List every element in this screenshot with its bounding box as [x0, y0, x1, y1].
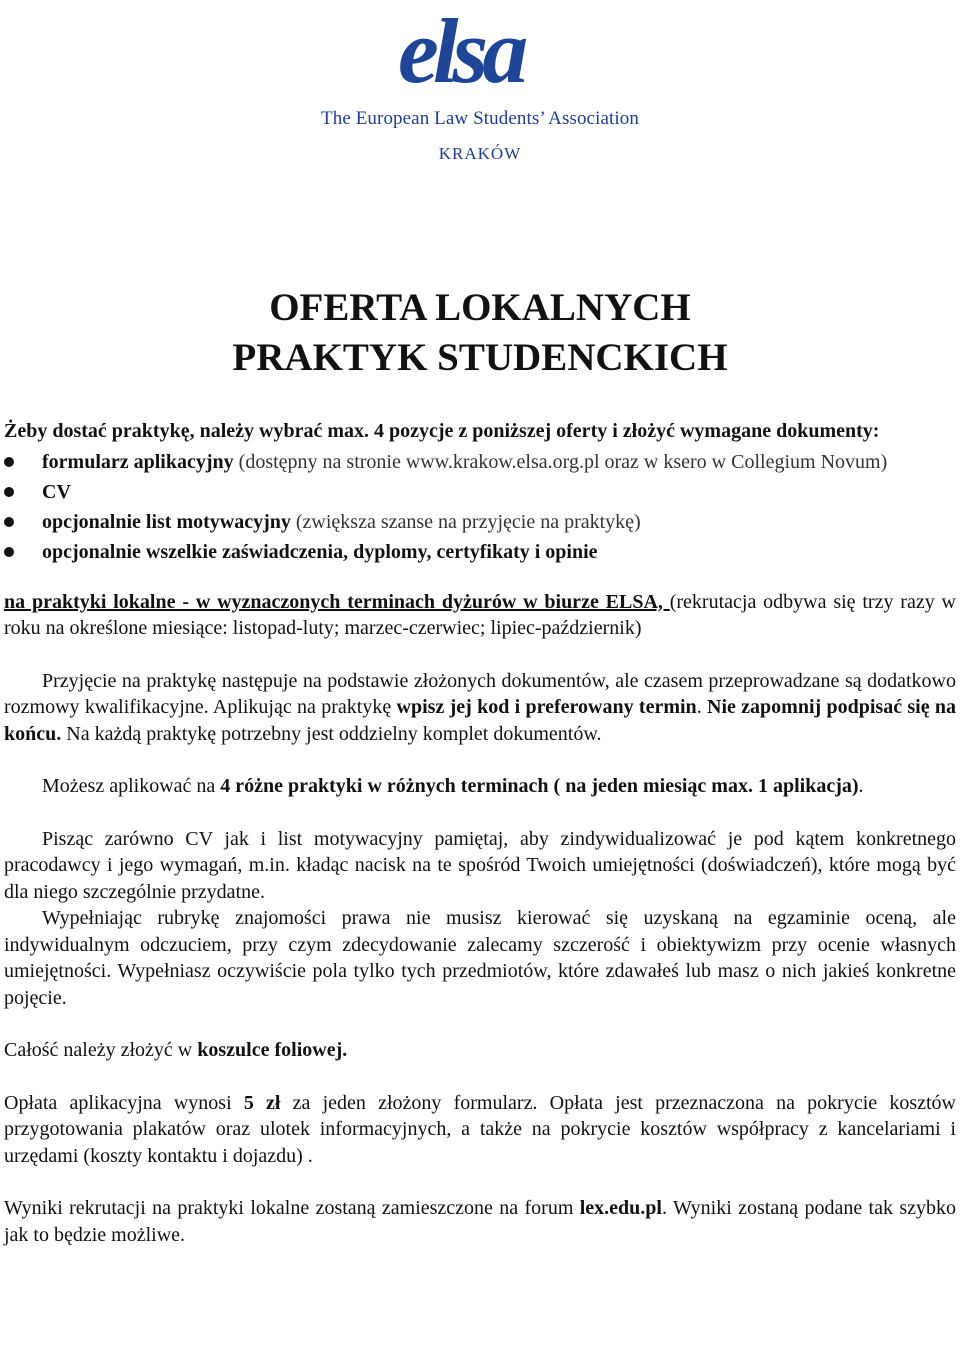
requirement-name: CV [42, 480, 71, 503]
fee-text: za jeden złożony formularz. Opłata jest przeznaczona na pokrycie kosztów przygotowania plakatów oraz ulotek informacyjnych, a także na pokrycie kosztów współpracy z kancelariami i urzędami (koszty kontaktu i dojazdu) . [4, 1091, 956, 1167]
folder-paragraph [4, 1037, 956, 1064]
acceptance-text: . [696, 696, 707, 718]
limit-text: . [858, 775, 864, 797]
folder-text: Całość należy złożyć w [4, 1039, 198, 1061]
cv-tip-paragraph: Pisząc zarówno CV jak i list motywacyjny pamiętaj, aby zindywidualizować je pod kątem konkretnego pracodawcy i jego wymagań, m.in. kładąc nacisk na te spośród Twoich umiejętności (doświadczeń), które mogą być dla niego szczególnie przydatne. [4, 827, 956, 903]
association-name: The European Law Students’ Association [321, 108, 639, 129]
code-and-term-note: wpisz jej kod i preferowany termin [396, 696, 697, 718]
signature-reminder: Nie zapomnij podpisać się na końcu. [4, 696, 957, 745]
folder-requirement: koszulce foliowej. [197, 1039, 348, 1061]
requirements-list [4, 447, 956, 567]
list-item [4, 537, 956, 567]
acceptance-paragraph [4, 668, 956, 748]
requirement-note: (dostępny na stronie www.krakow.elsa.org.pl oraz w ksero w Collegium Novum) [233, 450, 888, 473]
fee-paragraph [4, 1090, 956, 1170]
acceptance-text: Przyjęcie na praktykę następuje na podstawie złożonych dokumentów, ale czasem przeprowadzane są dodatkowo rozmowy kwalifikacyjne. Aplikując na praktykę [4, 669, 956, 718]
requirement-name: opcjonalnie wszelkie zaświadczenia, dyplomy, certyfikaty i opinie [42, 540, 598, 563]
elsa-wordmark-logo [394, 4, 569, 96]
list-item [4, 447, 956, 477]
law-knowledge-paragraph: Wypełniając rubrykę znajomości prawa nie musisz kierować się uzyskaną na egzaminie oceną, ale indywidualnym odczuciem, przy czym zdecydowanie zalecamy szczerość i obiektywizm przy ocenie własnych umiejętności. Wypełniasz oczywiście pola tylko tych przedmiotów, które zdawałeś lub masz o nich jakieś konkretne pojęcie. [4, 907, 956, 1009]
page-title [0, 283, 960, 383]
local-internships-lead: na praktyki lokalne - w wyznaczonych terminach dyżurów w biurze ELSA, [4, 590, 670, 613]
requirement-name: opcjonalnie list motywacyjny [42, 510, 291, 533]
fee-amount: 5 zł [243, 1091, 281, 1114]
forum-name: lex.edu.pl [579, 1197, 662, 1219]
results-paragraph [4, 1195, 956, 1248]
requirement-name: formularz aplikacyjny [42, 450, 234, 473]
document-body [4, 418, 956, 1248]
list-item [4, 507, 956, 537]
requirement-note: (zwiększa szanse na przyjęcie na praktykę) [290, 510, 641, 533]
bullet-icon [4, 547, 14, 557]
acceptance-text: Na każdą praktykę potrzebny jest oddzielny komplet dokumentów. [61, 722, 602, 745]
title-line-1: OFERTA LOKALNYCH [269, 286, 691, 329]
limit-text: Możesz aplikować na [42, 775, 221, 797]
recruitment-periods: (rekrutacja odbywa się trzy razy w roku na określone miesiące: listopad-luty; marzec-czerwiec; lipiec-październik) [4, 590, 956, 639]
bullet-icon [4, 457, 14, 467]
intro-paragraph: Żeby dostać praktykę, należy wybrać max. 4 pozycje z poniższej oferty i złożyć wymagane dokumenty: [4, 420, 880, 442]
bullet-icon [4, 517, 14, 527]
application-limit-paragraph [4, 773, 956, 800]
results-text: Wyniki rekrutacji na praktyki lokalne zostaną zamieszczone na forum [4, 1197, 580, 1219]
title-line-2: PRAKTYK STUDENCKICH [232, 336, 728, 379]
local-internships-paragraph [4, 589, 956, 642]
limit-rule: 4 różne praktyki w różnych terminach ( na jeden miesiąc max. 1 aplikacja) [220, 775, 859, 797]
results-text: . Wyniki zostaną podane tak szybko jak to będzie możliwe. [4, 1197, 956, 1246]
association-city: KRAKÓW [438, 144, 522, 163]
svg-text:elsa: elsa [398, 4, 523, 96]
fee-text: Opłata aplikacyjna wynosi [4, 1091, 244, 1114]
list-item [4, 477, 956, 507]
bullet-icon [4, 487, 14, 497]
